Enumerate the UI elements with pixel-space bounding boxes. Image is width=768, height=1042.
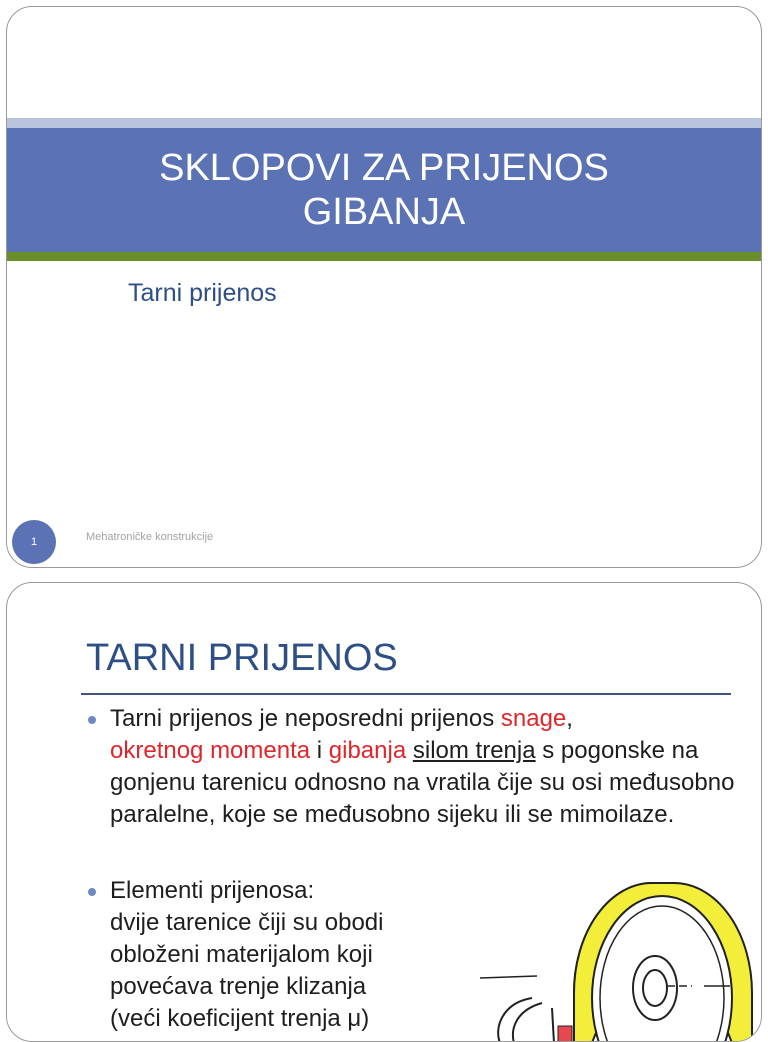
friction-wheel-illustration: [462, 868, 762, 1042]
heading-divider: [81, 693, 731, 695]
green-accent-band: [7, 252, 761, 261]
title-slide: [6, 6, 762, 568]
bullet-text: Tarni prijenos je neposredni prijenos snage, okretnog momenta i gibanja silom trenja s pogonske na gonjenu tarenicu odnosno na vratila čije su osi međusobno paralelne, koje se međusobno sijeku ili se mimoilaze.: [110, 705, 735, 828]
driven-wheel-icon: [574, 883, 752, 1042]
bullet-heading: Elementi prijenosa:: [110, 877, 315, 904]
slide-number-badge: 1: [12, 520, 56, 564]
underlined-silom-trenja: silom trenja: [412, 737, 536, 764]
bullet-item-elements: [88, 875, 428, 1035]
slide-subtitle: Tarni prijenos: [128, 279, 277, 307]
bullet-dot-icon: [88, 888, 96, 896]
title-band: [7, 128, 761, 252]
bullet-body-line-2: obloženi materijalom koji: [110, 941, 373, 968]
bullet-body-line-4: (veći koeficijent trenja μ): [110, 1005, 370, 1032]
title-line-2: GIBANJA: [302, 191, 466, 233]
top-accent-band: [7, 118, 761, 128]
bullet-item-definition: [88, 703, 748, 831]
slide-heading: TARNI PRIJENOS: [86, 637, 398, 679]
title-line-1: SKLOPOVI ZA PRIJENOS: [159, 147, 609, 189]
emphasis-gibanja: gibanja: [328, 737, 407, 764]
driving-wheel-icon: [480, 976, 572, 1042]
bullet-dot-icon: [88, 716, 96, 724]
bullet-body-line-3: povećava trenje klizanja: [110, 973, 367, 1000]
slide-footer: Mehatroničke konstrukcije: [86, 531, 214, 543]
content-slide: [6, 582, 762, 1042]
emphasis-okretnog-momenta: okretnog momenta: [110, 737, 311, 764]
bullet-body-line-1: dvije tarenice čiji su obodi: [110, 909, 384, 936]
emphasis-snage: snage: [500, 705, 567, 732]
